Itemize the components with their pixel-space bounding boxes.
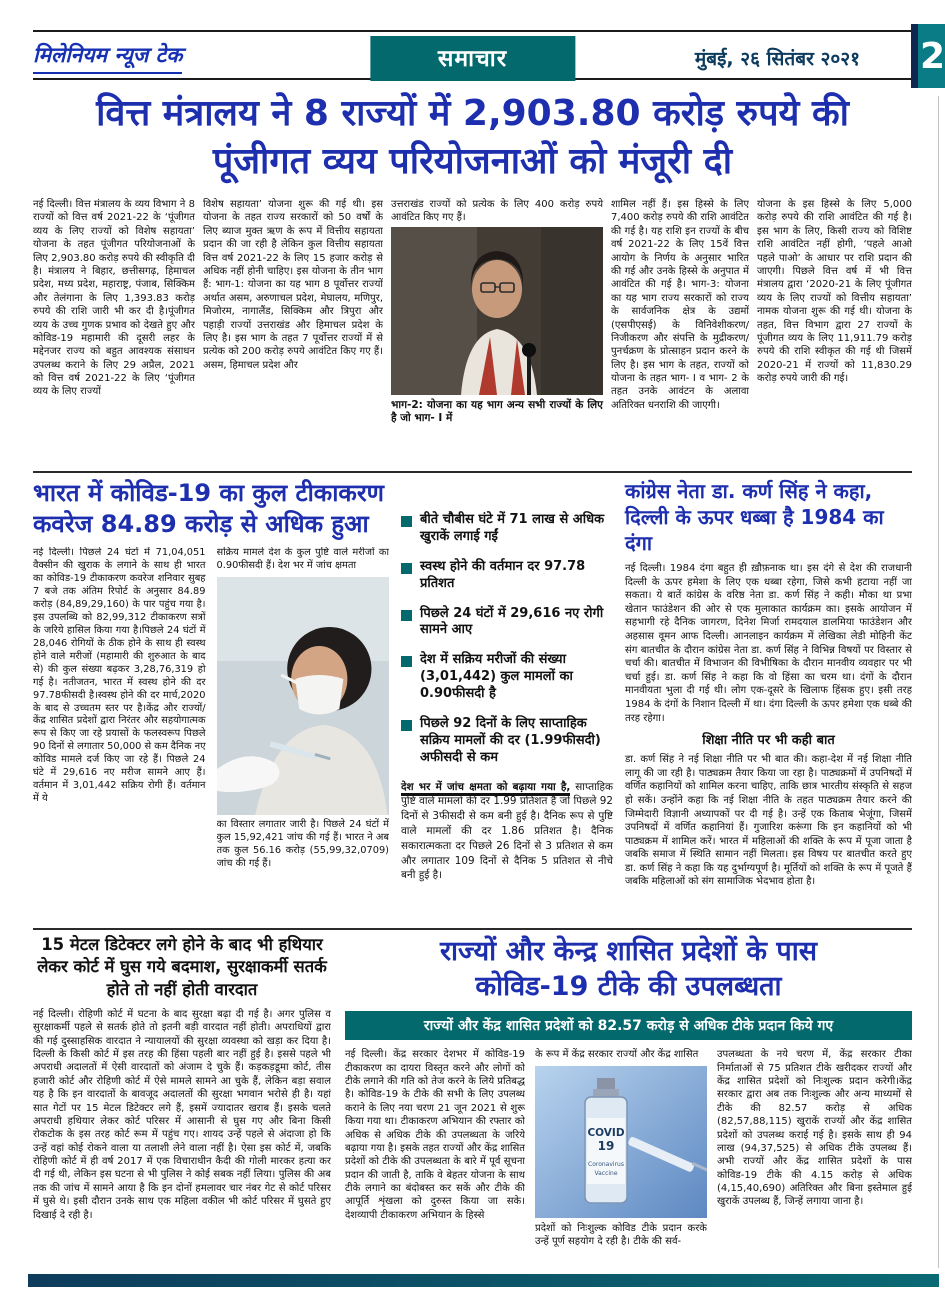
list-item	[401, 652, 613, 703]
vaccine-availability-column-2-top: के रूप में केंद्र सरकार राज्यों और केंद्र शासित	[535, 1049, 699, 1061]
vial-label-line2: 19	[597, 1138, 615, 1153]
lead-column-2: विशेष सहायता’ योजना शुरू की गई थी। इस योजना के तहत राज्य सरकारों को 50 वर्षों के लिए ब्याज मुक्त ऋण के रूप में वित्तीय सहायता प्रदान की जा रही है लेकिन कुल वित्तीय सहायता वित्त वर्ष 2021-22 के लिए 15 हजार करोड़ से अधिक नहीं होनी चाहिए। इस योजना के तीन भाग हैं: भाग-1: योजना का यह भाग 8 पूर्वोत्तर राज्यों अर्थात असम, अरुणाचल प्रदेश, मेघालय, मणिपुर, मिजोरम, नागालैंड, सिक्किम और त्रिपुरा और पहाड़ी राज्यों उत्तराखंड और हिमाचल प्रदेश के लिए है। इस भाग के तहत 7 पूर्वोत्तर राज्यों में से प्रत्येक को 200 करोड़ रुपये आवंटित किए गए हैं। असम, हिमाचल प्रदेश और	[203, 199, 383, 371]
vaccine-availability-column-2	[535, 1048, 707, 1248]
lead-headline-line1: वित्त मंत्रालय ने 8 राज्यों में 2,903.80 करोड़ रुपये की	[96, 93, 849, 134]
bullet-text: पिछले 24 घंटों में 29,616 नए रोगी सामने आए	[420, 605, 604, 638]
bullet-square-icon	[401, 656, 412, 667]
bullet-square-icon	[401, 516, 412, 527]
vaccine-availability-story	[345, 934, 912, 1268]
bullet-square-icon	[401, 563, 412, 574]
lead-column-3-text: उत्तराखंड राज्यों को प्रत्येक के लिए 400 करोड़ रुपये आवंटित किए गए हैं।	[391, 199, 603, 224]
list-item	[401, 559, 613, 593]
bullet-text: बीते चौबीस घंटे में 71 लाख से अधिक खुराकें लगाई गईं	[420, 512, 605, 544]
lead-headline-line2: पूंजीगत व्यय परियोजनाओं को मंजूरी दी	[212, 140, 733, 182]
finance-minister-photo	[391, 227, 603, 395]
court-body: नई दिल्ली। रोहिणी कोर्ट में घटना के बाद सुरक्षा बढ़ा दी गई है। अगर पुलिस व सुरक्षाकर्मी पहले से सतर्क होते तो इतनी बड़ी वारदात नहीं होती। अपराधियों द्वारा की गई दुस्साहसिक वारदात ने न्यायालयों की सुरक्षा व्यवस्था को खड़ा कर दिया है। दिल्ली के किसी कोर्ट में इस तरह की हिंसा पहली बार नहीं हुई है। इससे पहले भी अपराधी अदालतों में ऐसी वारदातों को अंजाम दे चुके हैं। कड़कड़डूमा कोर्ट, तीस हजारी कोर्ट और रोहिणी कोर्ट में ऐसे मामले सामने आ चुके हैं, लेकिन बड़ा सवाल यह है कि इन वारदातों के बावजूद अदालतों की सुरक्षा भगवान भरोसे ही है। यहां सात गेटों पर 15 मेटल डिटेक्टर लगे हैं, इसमें ज्यादातर खराब हैं। इसके चलते अपराधी हथियार लेकर कोर्ट परिसर में आसानी से घुस गए और बिना किसी रोकटोक के इस तरह कोर्ट रूम में पहुंच गए। शायद उन्हें पहले से अंदाजा हो कि उन्हें वहां कोई रोकने वाला या तलाशी लेने वाला नहीं है। ऐसा इस कोर्ट में, जबकि रोहिणी कोर्ट में ही वर्ष 2017 में एक विचाराधीन कैदी की गोली मारकर हत्या कर दी गई थी, लेकिन इस घटना से भी पुलिस ने कोई सबक नहीं लिया। पुलिस की अब तक की जांच में सामने आया है कि इन दोनों हमलावर चार नंबर गेट से कोर्ट परिसर में घुसे थे। इसी दौरान उनके साथ एक महिला वकील भी कोर्ट परिसर में घुसते हुए दिखाई दे रही है।	[33, 1008, 331, 1221]
vial-label-line1: COVID	[587, 1126, 625, 1139]
masthead	[33, 30, 945, 80]
section-title: समाचार	[437, 46, 508, 72]
list-item	[401, 512, 613, 546]
testing-capacity-paragraph	[401, 780, 613, 883]
page-number-accent-strip	[911, 24, 918, 88]
list-item	[401, 716, 613, 767]
lead-photo-caption: भाग-2: योजना का यह भाग अन्य सभी राज्यों के लिए है जो भाग- I में	[391, 398, 603, 425]
middle-section	[33, 478, 912, 924]
page-number-box	[911, 24, 945, 88]
lead-headline	[10, 90, 935, 185]
vial-label-line4: Vaccine	[594, 1169, 618, 1177]
vaccination-story	[33, 478, 389, 924]
congress-headline: कांग्रेस नेता डा. कर्ण सिंह ने कहा, दिल्ली के ऊपर धब्बा है 1984 का दंगा	[625, 479, 884, 555]
section-divider-1	[33, 471, 912, 473]
section-title-box	[370, 36, 575, 81]
vaccination-headline: भारत में कोविड-19 का कुल टीकाकरण कवरेज 84.89 करोड़ से अधिक हुआ	[33, 479, 385, 538]
congress-subhead: शिक्षा नीति पर भी कही बात	[702, 733, 835, 749]
court-story	[33, 934, 331, 1268]
lead-column-1: नई दिल्ली। वित्त मंत्रालय के व्यय विभाग ने 8 राज्यों को वित्त वर्ष 2021-22 के ‘पूंजीगत व्यय के लिए राज्यों को विशेष सहायता’ योजना के तहत पूंजीगत परियोजनाओं के लिए 2,903.80 करोड़ रुपये की स्वीकृति दी है। मंत्रालय ने बिहार, छत्तीसगढ़, हिमाचल प्रदेश, मध्य प्रदेश, महाराष्ट्र, पंजाब, सिक्किम और तेलंगाना के लिए 1,393.83 करोड़ रुपये की राशि जारी भी कर दी है।पूंजीगत व्यय के उच्च गुणक प्रभाव को देखते हुए और कोविड-19 महामारी की दूसरी लहर के मद्देनजर राज्य को बहुत आवश्यक संसाधन उपलब्ध कराने के लिए 29 अप्रैल, 2021 को वित्त वर्ष 2021-22 के लिए ‘पूंजीगत व्यय के लिए राज्यों	[33, 199, 195, 398]
bullet-square-icon	[401, 610, 412, 621]
vaccine-availability-body	[345, 1048, 912, 1248]
vaccination-column-2-top: सक्रिय मामले देश के कुल पुष्टि वाले मरीजों का 0.90फीसदी हैं। देश भर में जांच क्षमता	[216, 547, 389, 572]
vaccination-body	[33, 547, 389, 913]
bullet-text: देश में सक्रिय मरीजों की संख्या (3,01,442) कुल मामलों का 0.90फीसदी है	[420, 652, 573, 702]
vaccine-availability-headline-line2: कोविड-19 टीके की उपलब्धता	[475, 971, 782, 1003]
footer-bar	[28, 1274, 939, 1287]
bottom-section	[33, 934, 912, 1268]
vaccine-availability-headline-line1: राज्यों और केन्द्र शासित प्रदेशों के पास	[440, 936, 817, 967]
testing-capacity-rest: साप्ताहिक पुष्टि वाले मामलों की दर 1.99 प्रतिशत है जो पिछले 92 दिनों से 3फीसदी से कम बनी हुई है। दैनिक रूप से पुष्टि वाले मामलों की दर 1.86 प्रतिशत है। दैनिक सकारात्मकता दर पिछले 26 दिनों से 3 प्रतिशत से कम और लगातार 109 दिनों से दैनिक 5 प्रतिशत से नीचे बनी हुई है।	[401, 780, 613, 882]
vaccine-availability-column-1: नई दिल्ली। केंद्र सरकार देशभर में कोविड-19 टीकाकरण का दायरा विस्तृत करने और लोगों को टीके लगाने की गति को तेज करने के लिये प्रतिबद्ध है। कोविड-19 के टीके की सभी के लिए उपलब्ध कराने के लिए नया चरण 21 जून 2021 से शुरू किया गया था। टीकाकरण अभियान की रफ्तार को अधिक से अधिक टीके की उपलब्धता के जरिये बढ़ाया गया है। इसके तहत राज्यों और केंद्र शासित प्रदेशों को टीके की उपलब्धता के बारे में पूर्व सूचना प्रदान की जाती है, ताकि वे बेहतर योजना के साथ टीके लगाने का बंदोबस्त कर सकें और टीके की आपूर्ति शृंखला को दुरुस्त किया जा सके। देशव्यापी टीकाकरण अभियान के हिस्से	[345, 1049, 525, 1221]
lead-body	[33, 198, 912, 466]
vaccination-column-2-bottom: का विस्तार लगातार जारी है। पिछले 24 घंटों में कुल 15,92,421 जांच की गई हैं। भारत ने अब तक कुल 56.16 करोड़ (55,99,32,0709) जांच की गई हैं।	[216, 819, 389, 870]
section-divider-2	[33, 928, 912, 930]
page-number: 2	[918, 24, 945, 88]
covid-vaccine-vial-illustration	[535, 1066, 707, 1218]
lead-column-5: योजना के इस हिस्से के लिए 5,000 करोड़ रुपये की राशि आवंटित की गई है। इस भाग के लिए, किसी राज्य को विशिष्ट राशि आवंटित नहीं होगी, ‘पहले आओ पहले पाओ’ के आधार पर राशि प्रदान की जाएगी। पिछले वित्त वर्ष में भी वित्त मंत्रालय द्वारा ‘2020-21 के लिए पूंजीगत व्यय के लिए राज्यों को वित्तीय सहायता’ नामक योजना शुरू की गई थी। योजना के तहत, वित्त विभाग द्वारा 27 राज्यों के पूंजीगत व्यय के लिए 11,911.79 करोड़ रुपये की राशि स्वीकृत की गई थी जिसमें 2020-21 में राज्यों को 11,830.29 करोड़ रुपये जारी की गई।	[757, 199, 912, 385]
vaccination-stats-list	[401, 478, 613, 924]
bullet-square-icon	[401, 720, 412, 731]
congress-body-2: डा. कर्ण सिंह ने नई शिक्षा नीति पर भी बात की। कहा-देश में नई शिक्षा नीति लागू की जा रही है। पाठ्यक्रम तैयार किया जा रहा है। पाठ्यक्रमों में उपनिषदों में वर्णित कहानियों को शामिल करना चाहिए, ताकि छात्र भारतीय संस्कृति से सहज हो सकें। उन्होंने कहा कि नई शिक्षा नीति के तहत पाठ्यक्रम तैयार करने की जिम्मेदारी विज्ञानी अध्यापकों पर दी गई है। उन्हें एक किताब भेजूंगा, जिसमें उपनिषदों में वर्णित कहानियां हैं। गुजारिश करूंगा कि इन कहानियों को भी पाठ्यक्रम में शामिल करें। भारत में महिलाओं की शक्ति के रूप में पूजा जाता है जबकि समाज में स्थिति सामान नहीं मिलता। इस विषय पर बातचीत करते हुए डा. कर्ण सिंह ने कहा कि यह दुर्भाग्यपूर्ण है। मूर्तियों को शक्ति के रूप में पूजते हैं जबकि महिलाओं को संग सामाजिक भेदभाव होता है।	[625, 754, 912, 888]
congress-story	[625, 478, 912, 924]
lead-column-4: शामिल नहीं हैं। इस हिस्से के लिए 7,400 करोड़ रुपये की राशि आवंटित की गई है। यह राशि इन राज्यों के बीच वर्ष 2021-22 के लिए 15वें वित्त आयोग के निर्णय के अनुसार भारित की गई और उनके हिस्से के अनुपात में आवंटित की गई है। भाग-3: योजना का यह भाग राज्य सरकारों को राज्य के सार्वजनिक क्षेत्र के उद्यमों (एसपीएसई) के विनिवेशीकरण/निजीकरण और संपत्ति के मुद्रीकरण/पुनर्चक्रण के प्रोत्साहन प्रदान करने के लिए है। इस भाग के तहत, राज्यों को योजना के तहत भाग- I व भाग- 2 के तहत उनके आवंटन के अलावा अतिरिक्त धनराशि की जाएगी।	[611, 199, 749, 411]
court-headline: 15 मेटल डिटेक्टर लगे होने के बाद भी हथियार लेकर कोर्ट में घुस गये बदमाश, सुरक्षाकर्मी सतर्क होते तो नहीं होती वारदात	[37, 935, 327, 999]
congress-body-1: नई दिल्ली। 1984 दंगा बहुत ही ख़ौफ़नाक था। इस दंगे से देश की राजधानी दिल्ली के ऊपर हमेशा के लिए एक धब्बा रहेगा, जिसे कभी हटाया नहीं जा सकता। ये बातें कांग्रेस के वरिष्ठ नेता डा. कर्ण सिंह ने कही। मौका था प्रभा खेतान फाउंडेशन की ओर से एक मुलाकात कार्यक्रम का। इसके आयोजन में सहभागी रहे दैनिक जागरण, दिनेश मिर्जा रामदयाल डालमिया फाउंडेशन और अहसास वूमन आफ दिल्ली। आनलाइन कार्यक्रम में लेखिका लेडी मोहिनी केंट संग बातचीत के दौरान कांग्रेस नेता डा. कर्ण सिंह ने विभिन्न विषयों पर विस्तार से चर्चा की। बातचीत में विभाजन की विभीषिका के दौरान मानवीय व्यवहार पर भी चर्चा हुई। डा. कर्ण सिंह ने कहा कि वो हिंसा का चरम था। दंगों के दौरान मानवीयता भुला दी गई थी। लोग एक-दूसरे के खिलाफ हिंसक हुए। इसी तरह 1984 के दंगों के निशान दिल्ली में था। दंगा दिल्ली के ऊपर हमेशा एक धब्बे की तरह रहेगा।	[625, 563, 912, 724]
lead-column-3	[391, 198, 603, 466]
list-item	[401, 606, 613, 640]
vaccination-column-1: नई दिल्ली। पिछले 24 घंटों में 71,04,051 वैक्सीन की खुराक के लगाने के साथ ही भारत का कोविड-19 टीकाकरण कवरेज शनिवार सुबह 7 बजे तक अंतिम रिपोर्ट के अनुसार 84.89 करोड़ (84,89,29,160) के पार पहुंच गया है। इस उपलब्धि को 82,99,312 टीकाकरण सत्रों के जरिये हासिल किया गया है।पिछले 24 घंटों में 28,046 रोगियों के ठीक होने के साथ ही स्वस्थ होने वाले मरीजों (महामारी की शुरुआत के बाद से) की कुल संख्या बढ़कर 3,28,76,319 हो गई है। नतीजतन, भारत में स्वस्थ होने की दर 97.78फीसदी है।स्वस्थ होने की दर मार्च,2020 के बाद से उच्चतम स्तर पर है।केंद्र और राज्यों/केंद्र शासित प्रदेशों द्वारा निरंतर और सहयोगात्मक रूप से किए जा रहे प्रयासों के फलस्वरूप पिछले 90 दिनों से लगातार 50,000 से कम दैनिक नए कोविड मामले दर्ज किए जा रहे हैं। पिछले 24 घंटे में 29,616 नए मरीज सामने आए हैं। वर्तमान में 3,01,442 सक्रिय रोगी हैं। वर्तमान में ये	[33, 547, 206, 804]
right-margin-rule	[938, 96, 939, 1268]
covid-vaccine-vial-photo	[535, 1066, 707, 1218]
dateline: मुंबई, २६ सितंबर २०२१	[694, 48, 860, 70]
vaccine-availability-strap: राज्यों और केंद्र शासित प्रदेशों को 82.57 करोड़ से अधिक टीके प्रदान किये गए	[345, 1011, 912, 1040]
vaccination-photo-illustration	[217, 577, 390, 815]
testing-capacity-lead: देश भर में जांच क्षमता को बढ़ाया गया है,	[401, 781, 570, 796]
bullet-text: पिछले 92 दिनों के लिए साप्ताहिक सक्रिय मामलों की दर (1.99फीसदी) अफीसदी से कम	[420, 716, 601, 765]
vaccination-column-2	[217, 547, 390, 913]
finance-minister-photo-illustration	[391, 227, 603, 395]
vaccine-availability-headline	[345, 934, 912, 1004]
bullet-text: स्वस्थ होने की वर्तमान दर 97.78 प्रतिशत	[420, 558, 586, 591]
vaccine-availability-column-3: उपलब्धता के नये चरण में, केंद्र सरकार टीका निर्माताओं से 75 प्रतिशत टीके खरीदकर राज्यों और केंद्र शासित प्रदेशों को निःशुल्क प्रदान करेगी।केंद्र सरकार द्वारा अब तक निःशुल्क और अन्य माध्यमों से टीके की 82.57 करोड़ से अधिक (82,57,88,115) खुराकें राज्यों और केंद्र शासित प्रदेशों को उपलब्ध कराई गई है। इसके साथ ही 94 लाख (94,37,525) से अधिक टीके उपलब्ध हैं। अभी राज्यों और केंद्र शासित प्रदेशों के पास कोविड-19 टीके की 4.15 करोड़ से अधिक (4,15,40,690) अतिरिक्त और बिना इस्तेमाल हुई खुराकें उपलब्ध हैं, जिन्हें लगाया जाना है।	[717, 1049, 912, 1208]
vaccination-photo	[217, 577, 390, 815]
vaccine-availability-column-2-bottom: प्रदेशों को निःशुल्क कोविड टीके प्रदान करके उन्हें पूर्ण सहयोग दे रही है। टीके की सर्व-	[535, 1222, 707, 1247]
vial-label-line3: Coronavirus	[588, 1160, 624, 1168]
paper-name: मिलेनियम न्यूज टेक	[33, 41, 182, 74]
